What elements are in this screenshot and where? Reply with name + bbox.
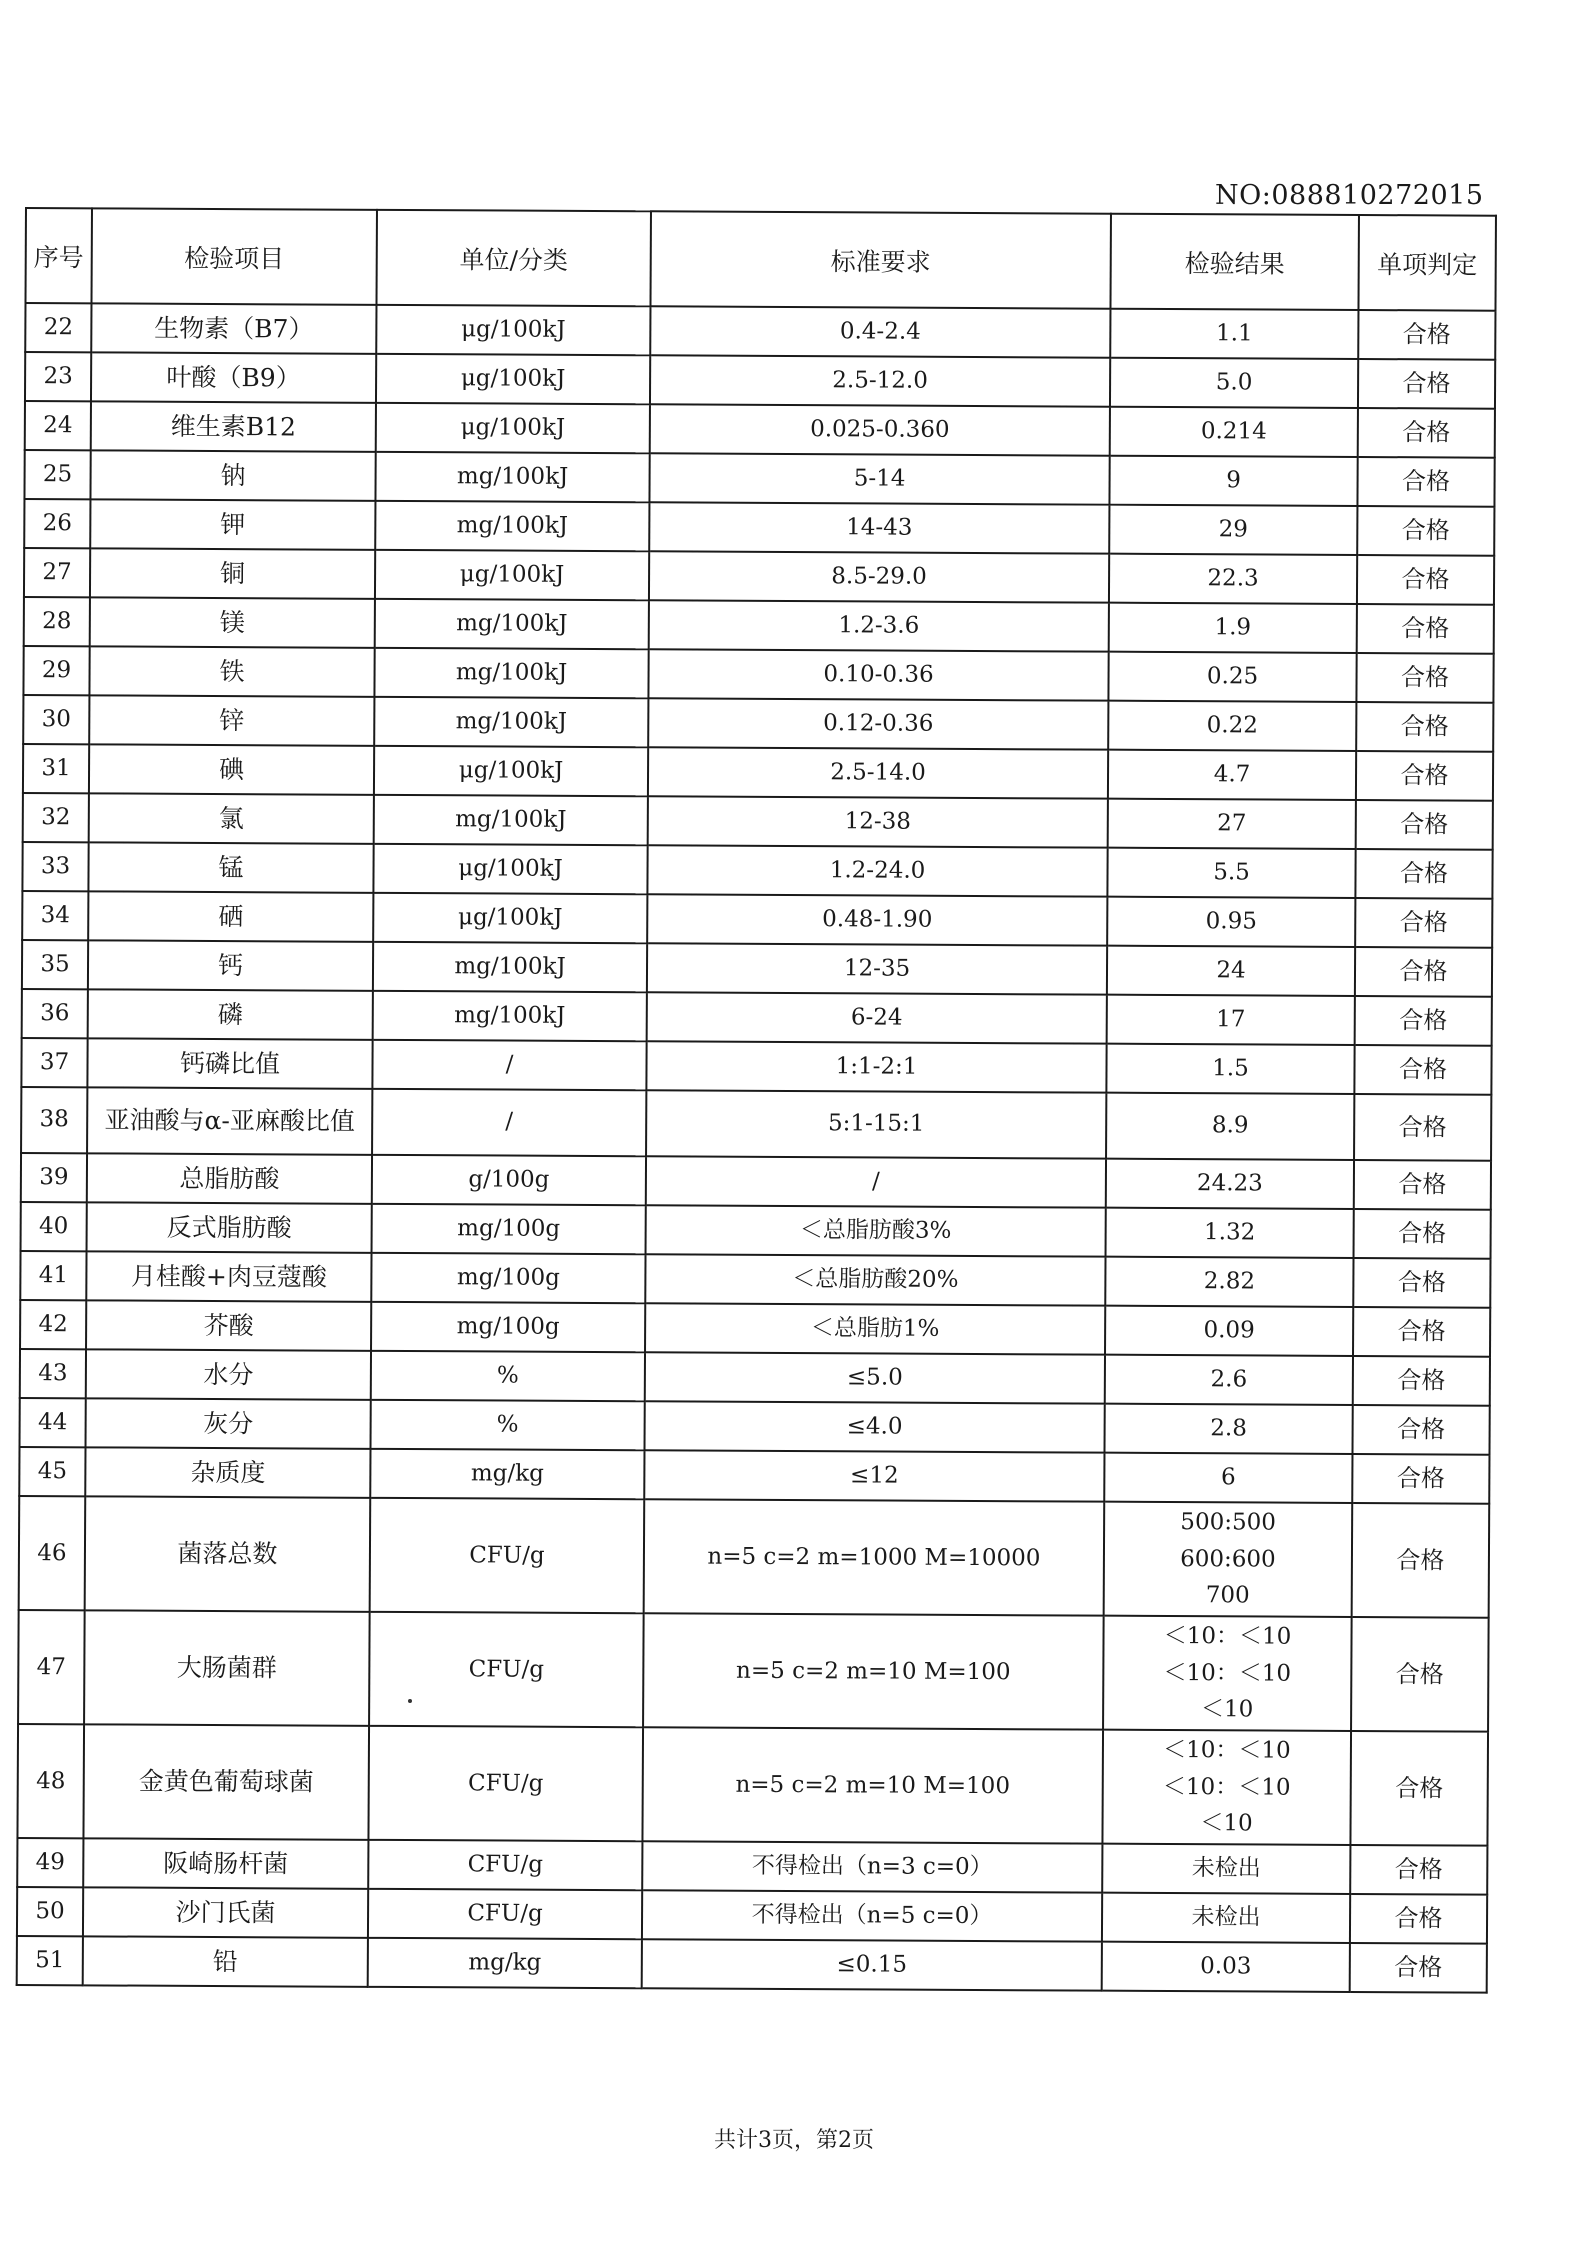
cell-seq: 35 bbox=[22, 940, 88, 989]
cell-result: 29 bbox=[1109, 505, 1357, 555]
cell-standard: 5:1-15:1 bbox=[646, 1090, 1106, 1158]
cell-unit: CFU/g bbox=[368, 1889, 642, 1939]
cell-result: 5.5 bbox=[1107, 848, 1355, 898]
cell-result: 未检出 bbox=[1102, 1893, 1350, 1943]
cell-standard: 2.5-14.0 bbox=[648, 747, 1108, 798]
cell-result: 1.5 bbox=[1106, 1044, 1354, 1094]
cell-standard: ≤4.0 bbox=[644, 1401, 1104, 1452]
table-row bbox=[21, 1038, 1491, 1095]
table-row bbox=[25, 401, 1495, 458]
cell-result: 1.1 bbox=[1110, 309, 1358, 359]
cell-verdict: 合格 bbox=[1356, 702, 1493, 752]
cell-verdict: 合格 bbox=[1350, 1731, 1488, 1846]
cell-standard: 6-24 bbox=[647, 992, 1107, 1043]
cell-verdict: 合格 bbox=[1354, 1045, 1491, 1095]
cell-unit: mg/100kJ bbox=[375, 599, 649, 649]
cell-standard: 12-35 bbox=[647, 943, 1107, 994]
cell-unit: / bbox=[372, 1089, 646, 1156]
cell-item: 阪崎肠杆菌 bbox=[83, 1838, 368, 1888]
cell-standard: n=5 c=2 m=10 M=100 bbox=[643, 1613, 1104, 1729]
cell-item: 钙磷比值 bbox=[87, 1038, 372, 1088]
cell-seq: 46 bbox=[19, 1496, 86, 1610]
cell-seq: 37 bbox=[21, 1038, 87, 1087]
cell-standard: 2.5-12.0 bbox=[650, 355, 1110, 406]
cell-standard: ＜总脂肪酸3% bbox=[646, 1205, 1106, 1256]
cell-seq: 23 bbox=[25, 352, 91, 401]
cell-seq: 48 bbox=[17, 1724, 84, 1838]
cell-unit: μg/100kJ bbox=[376, 403, 650, 453]
cell-unit: / bbox=[372, 1040, 646, 1090]
table-row bbox=[24, 548, 1494, 605]
cell-seq: 51 bbox=[17, 1936, 83, 1985]
cell-item: 金黄色葡萄球菌 bbox=[83, 1724, 369, 1839]
cell-result: 2.82 bbox=[1105, 1257, 1353, 1307]
cell-verdict: 合格 bbox=[1356, 653, 1493, 703]
cell-verdict: 合格 bbox=[1354, 1094, 1491, 1161]
cell-seq: 38 bbox=[21, 1087, 87, 1153]
cell-result: 0.09 bbox=[1105, 1306, 1353, 1356]
header-seq: 序号 bbox=[25, 208, 91, 303]
cell-unit: mg/100kJ bbox=[373, 942, 647, 992]
cell-seq: 36 bbox=[22, 989, 88, 1038]
cell-verdict: 合格 bbox=[1357, 457, 1494, 507]
table-row bbox=[19, 1447, 1489, 1504]
cell-standard: 0.12-0.36 bbox=[648, 698, 1108, 749]
cell-item: 叶酸（B9） bbox=[91, 352, 376, 402]
cell-unit: mg/100g bbox=[372, 1204, 646, 1254]
cell-item: 大肠菌群 bbox=[84, 1610, 370, 1725]
cell-standard: ≤0.15 bbox=[642, 1939, 1102, 1990]
cell-result: 6 bbox=[1104, 1453, 1352, 1503]
cell-verdict: 合格 bbox=[1355, 849, 1492, 899]
table-row bbox=[23, 695, 1493, 752]
cell-seq: 26 bbox=[24, 499, 90, 548]
cell-standard: 0.025-0.360 bbox=[650, 404, 1110, 455]
cell-verdict: 合格 bbox=[1350, 1943, 1487, 1993]
table-row bbox=[18, 1610, 1489, 1732]
cell-verdict: 合格 bbox=[1353, 1356, 1490, 1406]
cell-unit: CFU/g bbox=[368, 1840, 642, 1890]
cell-unit: mg/100kJ bbox=[375, 452, 649, 502]
cell-unit: g/100g bbox=[372, 1155, 646, 1205]
header-unit: 单位/分类 bbox=[376, 210, 650, 306]
scan-speck bbox=[408, 1699, 412, 1703]
cell-seq: 29 bbox=[23, 646, 89, 695]
cell-verdict: 合格 bbox=[1358, 310, 1495, 360]
cell-item: 反式脂肪酸 bbox=[87, 1202, 372, 1252]
cell-verdict: 合格 bbox=[1350, 1894, 1487, 1944]
cell-standard: ≤5.0 bbox=[645, 1352, 1105, 1403]
cell-unit: CFU/g bbox=[369, 1612, 644, 1727]
cell-unit: μg/100kJ bbox=[375, 550, 649, 600]
cell-unit: mg/100kJ bbox=[374, 697, 648, 747]
cell-verdict: 合格 bbox=[1356, 800, 1493, 850]
cell-standard: 1.2-24.0 bbox=[647, 845, 1107, 896]
cell-seq: 27 bbox=[24, 548, 90, 597]
cell-result: 24 bbox=[1107, 946, 1355, 996]
cell-verdict: 合格 bbox=[1352, 1405, 1489, 1455]
cell-verdict: 合格 bbox=[1355, 898, 1492, 948]
table-row bbox=[20, 1398, 1490, 1455]
table-row bbox=[22, 989, 1492, 1046]
cell-seq: 32 bbox=[23, 793, 89, 842]
cell-seq: 43 bbox=[20, 1349, 86, 1398]
cell-item: 镁 bbox=[90, 597, 375, 647]
cell-result: 0.214 bbox=[1110, 407, 1358, 457]
cell-result: 0.22 bbox=[1108, 701, 1356, 751]
cell-unit: mg/kg bbox=[370, 1449, 644, 1499]
page-footer: 共计3页，第2页 bbox=[714, 2128, 874, 2153]
cell-seq: 34 bbox=[22, 891, 88, 940]
cell-result: 22.3 bbox=[1109, 554, 1357, 604]
cell-standard: 0.10-0.36 bbox=[648, 649, 1108, 700]
cell-item: 杂质度 bbox=[85, 1447, 370, 1497]
cell-seq: 24 bbox=[25, 401, 91, 450]
table-row bbox=[23, 793, 1493, 850]
table-row bbox=[24, 499, 1494, 556]
cell-item: 菌落总数 bbox=[85, 1496, 371, 1611]
cell-result: ＜10：＜10 ＜10：＜10 ＜10 bbox=[1102, 1730, 1351, 1845]
table-row bbox=[21, 1202, 1491, 1259]
cell-unit: mg/100kJ bbox=[373, 991, 647, 1041]
cell-unit: mg/kg bbox=[368, 1938, 642, 1988]
cell-verdict: 合格 bbox=[1357, 506, 1494, 556]
cell-item: 沙门氏菌 bbox=[83, 1887, 368, 1937]
cell-item: 芥酸 bbox=[86, 1300, 371, 1350]
cell-verdict: 合格 bbox=[1353, 1307, 1490, 1357]
cell-seq: 25 bbox=[24, 450, 90, 499]
cell-result: 1.9 bbox=[1109, 603, 1357, 653]
table-row bbox=[22, 940, 1492, 997]
cell-standard: 1.2-3.6 bbox=[649, 600, 1109, 651]
table-row bbox=[20, 1349, 1490, 1406]
cell-verdict: 合格 bbox=[1357, 555, 1494, 605]
cell-unit: mg/100kJ bbox=[375, 501, 649, 551]
table-row bbox=[17, 1887, 1487, 1944]
cell-seq: 22 bbox=[25, 303, 91, 352]
cell-verdict: 合格 bbox=[1355, 996, 1492, 1046]
cell-verdict: 合格 bbox=[1354, 1160, 1491, 1210]
cell-unit: mg/100g bbox=[371, 1302, 645, 1352]
cell-seq: 44 bbox=[20, 1398, 86, 1447]
cell-item: 月桂酸+肉豆蔻酸 bbox=[86, 1251, 371, 1301]
cell-result: 17 bbox=[1107, 995, 1355, 1045]
cell-unit: mg/100g bbox=[371, 1253, 645, 1303]
cell-result: 2.8 bbox=[1104, 1404, 1352, 1454]
header-item: 检验项目 bbox=[91, 208, 376, 304]
cell-standard: n=5 c=2 m=10 M=100 bbox=[642, 1727, 1103, 1843]
cell-seq: 40 bbox=[21, 1202, 87, 1251]
table-row bbox=[21, 1087, 1491, 1161]
cell-unit: CFU/g bbox=[368, 1726, 643, 1841]
cell-result: 1.32 bbox=[1106, 1208, 1354, 1258]
cell-verdict: 合格 bbox=[1353, 1258, 1490, 1308]
table-row bbox=[17, 1838, 1487, 1895]
cell-seq: 31 bbox=[23, 744, 89, 793]
cell-item: 碘 bbox=[89, 744, 374, 794]
cell-standard: n=5 c=2 m=1000 M=10000 bbox=[644, 1499, 1105, 1615]
cell-unit: μg/100kJ bbox=[373, 844, 647, 894]
cell-item: 灰分 bbox=[86, 1398, 371, 1448]
cell-item: 锌 bbox=[89, 695, 374, 745]
cell-verdict: 合格 bbox=[1358, 408, 1495, 458]
cell-standard: ≤12 bbox=[644, 1450, 1104, 1501]
cell-seq: 50 bbox=[17, 1887, 83, 1936]
table-row bbox=[20, 1300, 1490, 1357]
cell-verdict: 合格 bbox=[1352, 1454, 1489, 1504]
cell-standard: ＜总脂肪酸20% bbox=[645, 1254, 1105, 1305]
cell-item: 维生素B12 bbox=[91, 401, 376, 451]
cell-seq: 41 bbox=[20, 1251, 86, 1300]
cell-standard: 0.4-2.4 bbox=[650, 306, 1110, 357]
table-row bbox=[25, 303, 1495, 360]
cell-standard: 0.48-1.90 bbox=[647, 894, 1107, 945]
table-row bbox=[25, 352, 1495, 409]
cell-verdict: 合格 bbox=[1351, 1617, 1489, 1732]
cell-result: 未检出 bbox=[1102, 1844, 1350, 1894]
table-row bbox=[20, 1251, 1490, 1308]
cell-item: 钾 bbox=[90, 499, 375, 549]
table-row bbox=[21, 1153, 1491, 1210]
cell-unit: mg/100kJ bbox=[374, 795, 648, 845]
cell-item: 铜 bbox=[90, 548, 375, 598]
cell-result: 27 bbox=[1108, 799, 1356, 849]
cell-item: 钙 bbox=[88, 940, 373, 990]
cell-unit: mg/100kJ bbox=[374, 648, 648, 698]
cell-result: 24.23 bbox=[1106, 1159, 1354, 1209]
cell-item: 氯 bbox=[89, 793, 374, 843]
cell-item: 亚油酸与α-亚麻酸比值 bbox=[87, 1087, 372, 1154]
cell-seq: 45 bbox=[19, 1447, 85, 1496]
cell-verdict: 合格 bbox=[1358, 359, 1495, 409]
cell-verdict: 合格 bbox=[1357, 604, 1494, 654]
cell-standard: ＜总脂肪1% bbox=[645, 1303, 1105, 1354]
cell-unit: μg/100kJ bbox=[376, 354, 650, 404]
cell-seq: 47 bbox=[18, 1610, 85, 1724]
cell-item: 锰 bbox=[88, 842, 373, 892]
cell-unit: % bbox=[371, 1351, 645, 1401]
cell-standard: 14-43 bbox=[649, 502, 1109, 553]
cell-unit: μg/100kJ bbox=[373, 893, 647, 943]
cell-item: 钠 bbox=[90, 450, 375, 500]
cell-result: 2.6 bbox=[1105, 1355, 1353, 1405]
cell-standard: 12-38 bbox=[648, 796, 1108, 847]
cell-seq: 42 bbox=[20, 1300, 86, 1349]
cell-result: 5.0 bbox=[1110, 358, 1358, 408]
cell-result: 0.03 bbox=[1102, 1942, 1350, 1992]
cell-standard: 8.5-29.0 bbox=[649, 551, 1109, 602]
cell-seq: 33 bbox=[22, 842, 88, 891]
cell-verdict: 合格 bbox=[1354, 1209, 1491, 1259]
cell-standard: 1:1-2:1 bbox=[646, 1041, 1106, 1092]
header-standard: 标准要求 bbox=[650, 211, 1110, 308]
table-row bbox=[24, 597, 1494, 654]
cell-item: 水分 bbox=[86, 1349, 371, 1399]
table-header-row bbox=[25, 208, 1495, 311]
table-body bbox=[17, 303, 1496, 1993]
cell-result: 0.95 bbox=[1107, 897, 1355, 947]
cell-result: 0.25 bbox=[1108, 652, 1356, 702]
cell-standard: 不得检出（n=5 c=0） bbox=[642, 1890, 1102, 1941]
cell-verdict: 合格 bbox=[1352, 1503, 1490, 1618]
cell-item: 总脂肪酸 bbox=[87, 1153, 372, 1203]
cell-standard: / bbox=[646, 1156, 1106, 1207]
table-row bbox=[17, 1936, 1487, 1993]
cell-item: 铅 bbox=[83, 1936, 368, 1986]
cell-seq: 30 bbox=[23, 695, 89, 744]
cell-item: 生物素（B7） bbox=[91, 303, 376, 353]
cell-seq: 39 bbox=[21, 1153, 87, 1202]
header-result: 检验结果 bbox=[1110, 214, 1358, 310]
cell-unit: CFU/g bbox=[370, 1498, 645, 1613]
cell-result: 8.9 bbox=[1106, 1093, 1354, 1160]
table-row bbox=[22, 842, 1492, 899]
table-row bbox=[23, 646, 1493, 703]
cell-unit: μg/100kJ bbox=[374, 746, 648, 796]
cell-verdict: 合格 bbox=[1355, 947, 1492, 997]
table-row bbox=[17, 1724, 1488, 1846]
cell-item: 铁 bbox=[89, 646, 374, 696]
cell-item: 硒 bbox=[88, 891, 373, 941]
cell-result: 500:500 600:600 700 bbox=[1104, 1502, 1353, 1617]
inspection-results-table bbox=[16, 207, 1497, 1994]
cell-item: 磷 bbox=[88, 989, 373, 1039]
table-row bbox=[23, 744, 1493, 801]
cell-result: 9 bbox=[1109, 456, 1357, 506]
header-verdict: 单项判定 bbox=[1358, 215, 1495, 311]
cell-result: 4.7 bbox=[1108, 750, 1356, 800]
report-number: NO:088810272015 bbox=[1215, 180, 1484, 211]
table-row bbox=[22, 891, 1492, 948]
cell-seq: 49 bbox=[17, 1838, 83, 1887]
cell-seq: 28 bbox=[24, 597, 90, 646]
table-row bbox=[19, 1496, 1490, 1618]
cell-unit: % bbox=[371, 1400, 645, 1450]
cell-unit: μg/100kJ bbox=[376, 305, 650, 355]
cell-standard: 5-14 bbox=[649, 453, 1109, 504]
cell-verdict: 合格 bbox=[1350, 1845, 1487, 1895]
cell-verdict: 合格 bbox=[1356, 751, 1493, 801]
cell-standard: 不得检出（n=3 c=0） bbox=[642, 1841, 1102, 1892]
table-row bbox=[24, 450, 1494, 507]
cell-result: ＜10：＜10 ＜10：＜10 ＜10 bbox=[1103, 1616, 1352, 1731]
